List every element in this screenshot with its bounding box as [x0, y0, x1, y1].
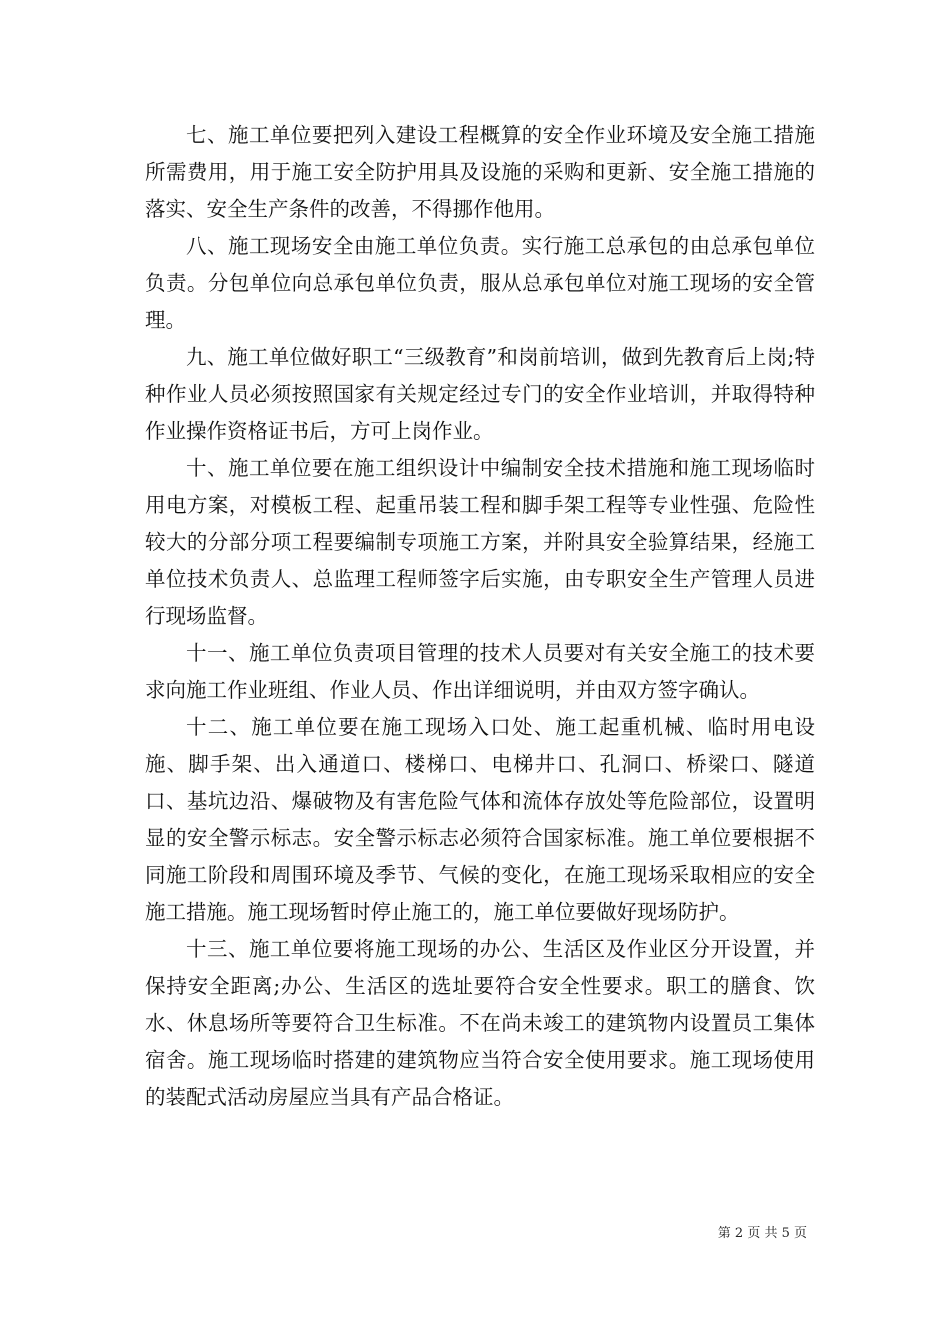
- page-number: 第 2 页 共 5 页: [717, 1226, 807, 1241]
- paragraph-9: 九、施工单位做好职工“三级教育”和岗前培训，做到先教育后上岗;特种作业人员必须按照国家有关规定经过专门的安全作业培训，并取得特种作业操作资格证书后，方可上岗作业。: [145, 345, 815, 443]
- paragraph-7: 七、施工单位要把列入建设工程概算的安全作业环境及安全施工措施所需费用，用于施工安全防护用具及设施的采购和更新、安全施工措施的落实、安全生产条件的改善，不得挪作他用。: [145, 123, 815, 221]
- paragraph-13: 十三、施工单位要将施工现场的办公、生活区及作业区分开设置，并保持安全距离;办公、生活区的选址要符合安全性要求。职工的膳食、饮水、休息场所等要符合卫生标准。不在尚未竣工的建筑物内设置员工集体宿舍。施工现场临时搭建的建筑物应当符合安全使用要求。施工现场使用的装配式活动房屋应当具有产品合格证。: [145, 937, 815, 1109]
- paragraph-10: 十、施工单位要在施工组织设计中编制安全技术措施和施工现场临时用电方案，对模板工程、起重吊装工程和脚手架工程等专业性强、危险性较大的分部分项工程要编制专项施工方案，并附具安全验算结果，经施工单位技术负责人、总监理工程师签字后实施，由专职安全生产管理人员进行现场监督。: [145, 456, 815, 628]
- paragraph-12: 十二、施工单位要在施工现场入口处、施工起重机械、临时用电设施、脚手架、出入通道口、楼梯口、电梯井口、孔洞口、桥梁口、隧道口、基坑边沿、爆破物及有害危险气体和流体存放处等危险部位，设置明显的安全警示标志。安全警示标志必须符合国家标准。施工单位要根据不同施工阶段和周围环境及季节、气候的变化，在施工现场采取相应的安全施工措施。施工现场暂时停止施工的，施工单位要做好现场防护。: [145, 715, 815, 924]
- document-body: [145, 117, 815, 1116]
- paragraph-8: 八、施工现场安全由施工单位负责。实行施工总承包的由总承包单位负责。分包单位向总承包单位负责，服从总承包单位对施工现场的安全管理。: [145, 234, 815, 332]
- paragraph-11: 十一、施工单位负责项目管理的技术人员要对有关安全施工的技术要求向施工作业班组、作业人员、作出详细说明，并由双方签字确认。: [145, 641, 815, 702]
